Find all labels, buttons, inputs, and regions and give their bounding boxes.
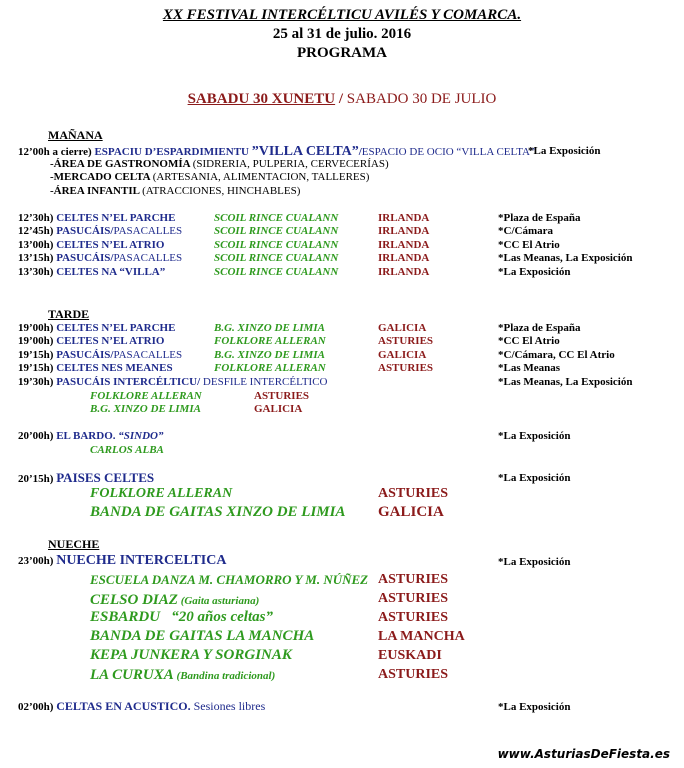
section-morning-title: MAÑANA	[48, 128, 103, 142]
row-group: SCOIL RINCE CUALANN	[214, 212, 339, 224]
row-time: 19’30h)	[18, 376, 54, 388]
row-group: SCOIL RINCE CUALANN	[214, 225, 339, 237]
row-event: PASUCÁIS/	[56, 252, 114, 264]
day-title	[0, 92, 684, 107]
paises-origin: GALICIA	[378, 504, 444, 520]
day-title-separator: /	[335, 91, 347, 107]
row-event: CELTES N’EL PARCHE	[56, 212, 176, 224]
villa-celta-place: *La Exposición	[528, 145, 601, 157]
parade-origin: ASTURIES	[254, 390, 310, 402]
night-group-name: KEPA JUNKERA Y SORGINAK	[90, 647, 292, 663]
night-group-origin: ASTURIES	[378, 610, 449, 625]
night-group-origin: EUSKADI	[378, 648, 442, 663]
row-group: B.G. XINZO DE LIMIA	[214, 322, 325, 334]
paises-origin: ASTURIES	[378, 486, 449, 501]
row-event-title: “SINDO”	[118, 430, 164, 442]
area-gastronomia	[50, 159, 389, 170]
row-time: 19’00h)	[18, 335, 54, 347]
row-place: *La Exposición	[498, 472, 571, 484]
row-place: *La Exposición	[498, 556, 571, 568]
row-origin: IRLANDA	[378, 266, 430, 278]
row-time: 20’15h)	[18, 473, 54, 485]
paises-group: FOLKLORE ALLERAN	[90, 486, 233, 501]
row-place: *Plaza de España	[498, 212, 581, 224]
row-event: CELTAS EN ACUSTICO.	[56, 699, 191, 713]
night-group-note: (Bandina tradicional)	[173, 670, 276, 682]
row-place: *Las Meanas	[498, 362, 561, 374]
row-time: 20’00h)	[18, 430, 54, 442]
row-time: 02’00h)	[18, 701, 54, 713]
row-time: 19’15h)	[18, 349, 54, 361]
area-name: -ÁREA DE GASTRONOMÍA	[50, 158, 190, 170]
area-detail: (SIDRERIA, PULPERIA, CERVECERÍAS)	[192, 158, 389, 170]
row-group: FOLKLORE ALLERAN	[214, 362, 326, 374]
row-group: FOLKLORE ALLERAN	[214, 335, 326, 347]
row-origin: ASTURIES	[378, 335, 434, 347]
parade-group: B.G. XINZO DE LIMIA	[90, 403, 201, 415]
row-place: *La Exposición	[498, 701, 571, 713]
night-group-origin: ASTURIES	[378, 591, 449, 606]
night-group-origin: LA MANCHA	[378, 629, 465, 644]
row-place: *La Exposición	[498, 430, 571, 442]
row-time: 13’30h)	[18, 266, 54, 278]
row-event: CELTES NA “VILLA”	[56, 266, 166, 278]
row-origin: ASTURIES	[378, 362, 434, 374]
night-group-name: BANDA DE GAITAS LA MANCHA	[90, 628, 315, 644]
night-group-name: ESCUELA DANZA M. CHAMORRO Y M. NÚÑEZ	[90, 572, 369, 587]
row-origin: IRLANDA	[378, 252, 430, 264]
row-place: *Las Meanas, La Exposición	[498, 252, 633, 264]
night-group-name: ESBARDU “20 años celtas”	[90, 609, 273, 625]
day-title-spanish: SABADO 30 DE JULIO	[346, 91, 497, 107]
villa-celta-name: ”VILLA CELTA”	[251, 144, 359, 159]
night-group-name: CELSO DIAZ	[90, 592, 178, 608]
night-group-origin: ASTURIES	[378, 667, 449, 682]
row-origin: IRLANDA	[378, 239, 430, 251]
row-event: EL BARDO.	[56, 430, 116, 442]
row-event-spanish: PASACALLES	[113, 225, 183, 237]
row-group: SCOIL RINCE CUALANN	[214, 266, 339, 278]
parade-group: FOLKLORE ALLERAN	[90, 390, 202, 402]
villa-celta-label: ESPACIU D’ESPARDIMIENTU	[94, 146, 249, 158]
row-event: CELTES N’EL PARCHE	[56, 322, 176, 334]
row-time: 13’15h)	[18, 252, 54, 264]
row-place: *CC El Atrio	[498, 239, 560, 251]
row-place: *C/Cámara	[498, 225, 553, 237]
row-event: NUECHE INTERCELTICA	[56, 553, 227, 568]
row-time: 13’00h)	[18, 239, 54, 251]
row-place: *La Exposición	[498, 266, 571, 278]
area-name: -MERCADO CELTA	[50, 171, 150, 183]
row-group: SCOIL RINCE CUALANN	[214, 252, 339, 264]
night-group-name: LA CURUXA	[90, 667, 174, 683]
night-group-note: (Gaita asturiana)	[177, 595, 260, 607]
program-title: PROGRAMA	[297, 45, 387, 61]
area-detail: (ARTESANIA, ALIMENTACION, TALLERES)	[152, 171, 370, 183]
row-event-spanish: PASACALLES	[113, 349, 183, 361]
row-event: PAISES CELTES	[56, 470, 155, 485]
area-name: -ÁREA INFANTIL	[50, 185, 140, 197]
festival-dates: 25 al 31 de julio. 2016	[272, 26, 412, 42]
row-event-spanish: DESFILE INTERCÉLTICO	[200, 376, 328, 388]
row-event: PASUCÁIS INTERCÉLTICU/	[56, 376, 201, 388]
villa-celta-spanish: ESPACIO DE OCIO “VILLA CELTA”	[361, 146, 535, 158]
paises-group: BANDA DE GAITAS XINZO DE LIMIA	[90, 504, 346, 520]
area-mercado	[50, 172, 369, 183]
row-event-detail: Sesiones libres	[190, 699, 266, 713]
row-group: B.G. XINZO DE LIMIA	[214, 349, 325, 361]
villa-celta-slash: /	[358, 146, 362, 158]
row-origin: GALICIA	[378, 349, 427, 361]
row-origin: GALICIA	[378, 322, 427, 334]
row-place: *Las Meanas, La Exposición	[498, 376, 633, 388]
row-time: 19’15h)	[18, 362, 54, 374]
row-place: *C/Cámara, CC El Atrio	[498, 349, 615, 361]
row-time: 19’00h)	[18, 322, 54, 334]
row-origin: IRLANDA	[378, 225, 430, 237]
row-origin: IRLANDA	[378, 212, 430, 224]
day-title-asturian: SABADU 30 XUNETU	[187, 91, 336, 107]
row-place: *CC El Atrio	[498, 335, 560, 347]
villa-celta-row	[18, 145, 535, 159]
villa-celta-time: 12’00h a cierre)	[18, 146, 92, 158]
night-group-origin: ASTURIES	[378, 572, 449, 587]
row-event: CELTES N’EL ATRIO	[56, 335, 165, 347]
bardo-performer: CARLOS ALBA	[90, 444, 164, 456]
row-event-spanish: PASACALLES	[113, 252, 183, 264]
area-detail: (ATRACCIONES, HINCHABLES)	[142, 185, 301, 197]
section-night-title: NUECHE	[48, 537, 100, 551]
row-group: SCOIL RINCE CUALANN	[214, 239, 339, 251]
row-place: *Plaza de España	[498, 322, 581, 334]
parade-origin: GALICIA	[254, 403, 303, 415]
row-event: PASUCÁIS/	[56, 225, 114, 237]
row-event: PASUCÁIS/	[56, 349, 114, 361]
row-time: 12’45h)	[18, 225, 54, 237]
festival-title: XX FESTIVAL INTERCÉLTICU AVILÉS Y COMARCA.	[162, 7, 522, 23]
row-time: 12’30h)	[18, 212, 54, 224]
row-event: CELTES NES MEANES	[56, 362, 173, 374]
row-time: 23’00h)	[18, 555, 54, 567]
row-event: CELTES N’EL ATRIO	[56, 239, 165, 251]
area-infantil	[50, 186, 300, 197]
section-afternoon-title: TARDE	[48, 307, 90, 321]
site-watermark: www.AsturiasDeFiesta.es	[497, 747, 670, 761]
